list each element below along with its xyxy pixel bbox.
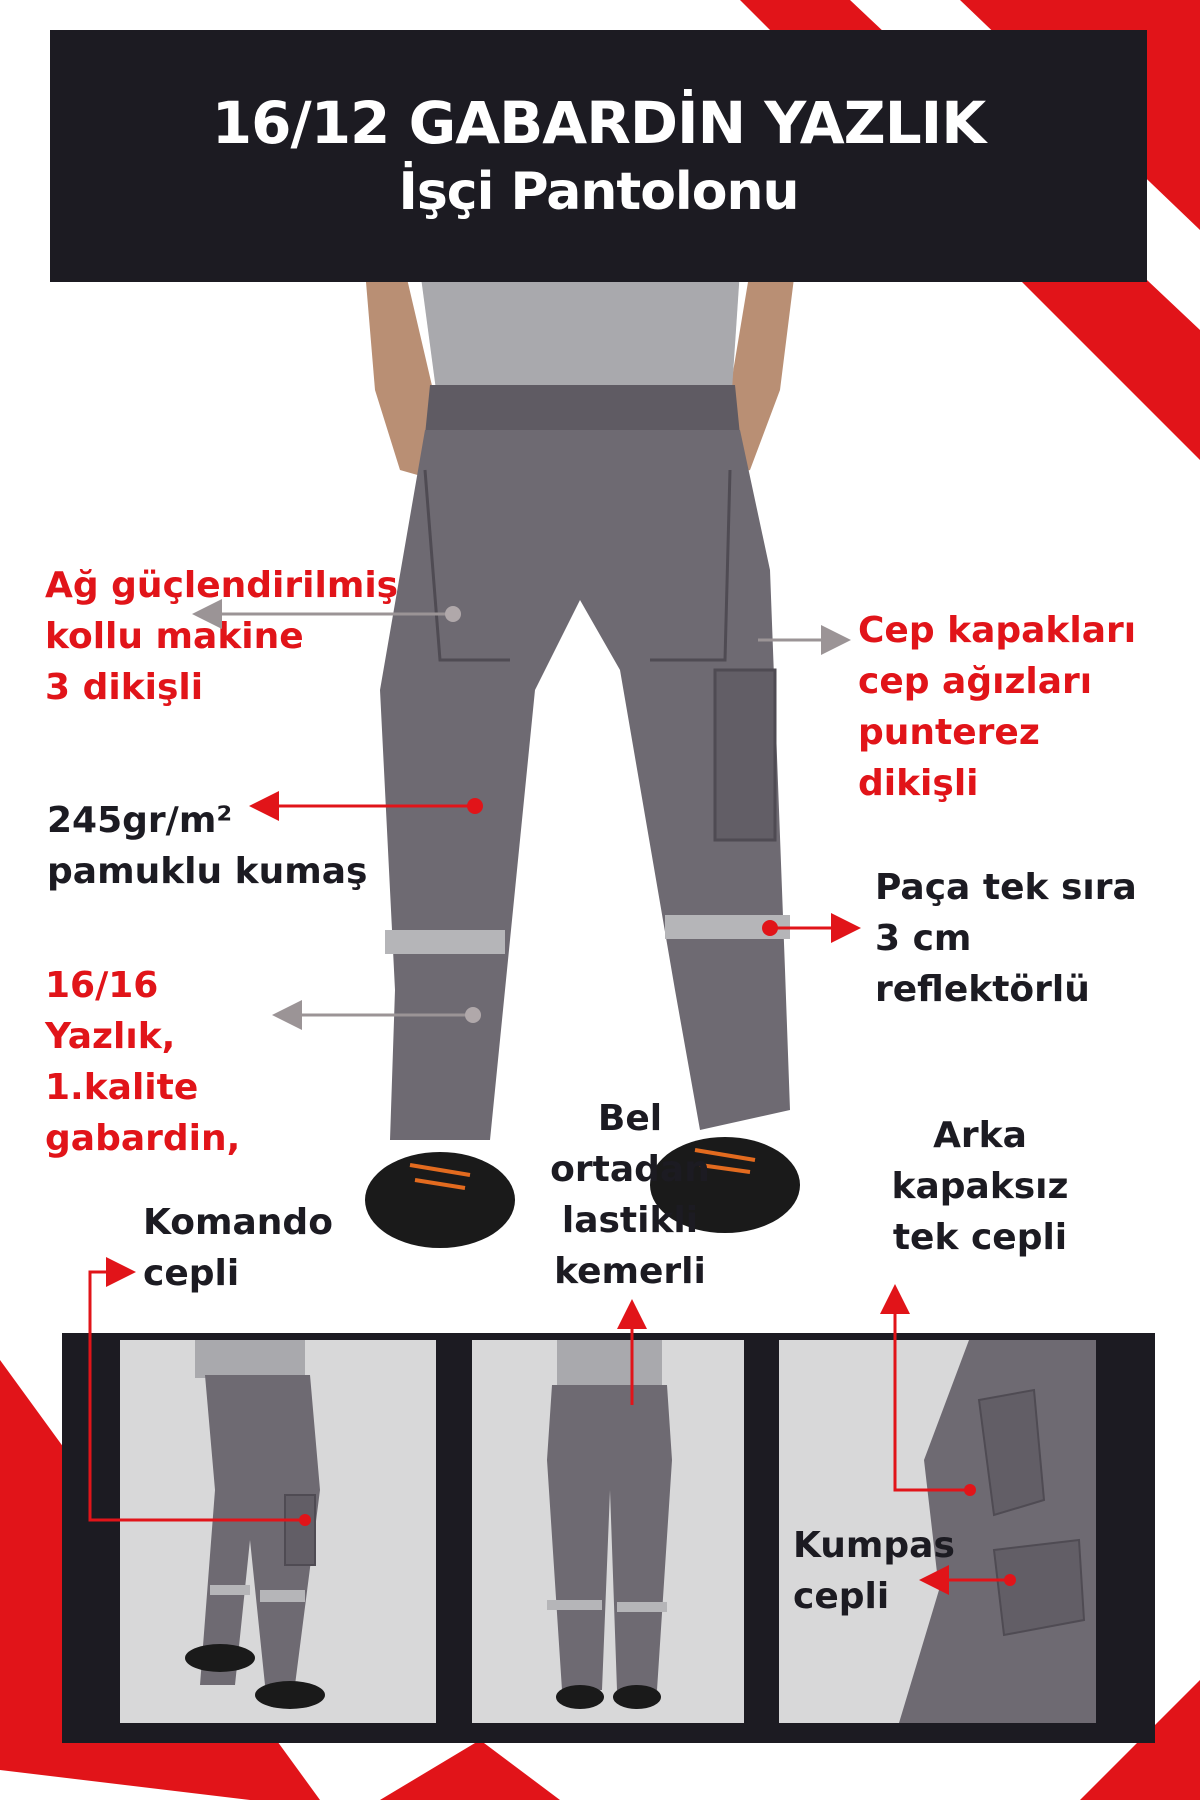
pointer-dot-hem xyxy=(762,920,778,936)
pointer-dot-caliper xyxy=(1004,1574,1016,1586)
callout-caliper-pocket: Kumpas cepli xyxy=(793,1525,955,1617)
pointer-back-pocket xyxy=(895,1290,970,1490)
title-line-1: 16/12 GABARDİN YAZLIK xyxy=(211,89,986,158)
callout-net-stitch: Ağ güçlendirilmiş kollu makine 3 dikişli xyxy=(45,565,399,708)
callout-pocket-flaps: Cep kapakları cep ağızları punterez dikişli xyxy=(858,610,1137,804)
callout-commando-pocket: Komando cepli xyxy=(143,1202,333,1294)
title-line-2: İşçi Pantolonu xyxy=(398,161,799,222)
callout-back-pocket: Arka kapaksız tek cepli xyxy=(891,1115,1069,1258)
pointer-dot-gabardine xyxy=(465,1007,481,1023)
pointer-dot-fabric xyxy=(467,798,483,814)
callout-fabric-weight: 245gr/m² pamuklu kumaş xyxy=(47,800,368,892)
pointer-dot-commando xyxy=(299,1514,311,1526)
callout-waist-elastic: Bel ortadan lastikli kemerli xyxy=(550,1098,710,1292)
pointer-commando-pocket xyxy=(90,1272,305,1520)
callout-hem-reflector: Paça tek sıra 3 cm reflektörlü xyxy=(875,867,1137,1010)
callout-summer-gabardine: 16/16 Yazlık, 1.kalite gabardin, xyxy=(45,965,241,1159)
pointer-dot-back xyxy=(964,1484,976,1496)
pointer-dot-net-stitch xyxy=(445,606,461,622)
